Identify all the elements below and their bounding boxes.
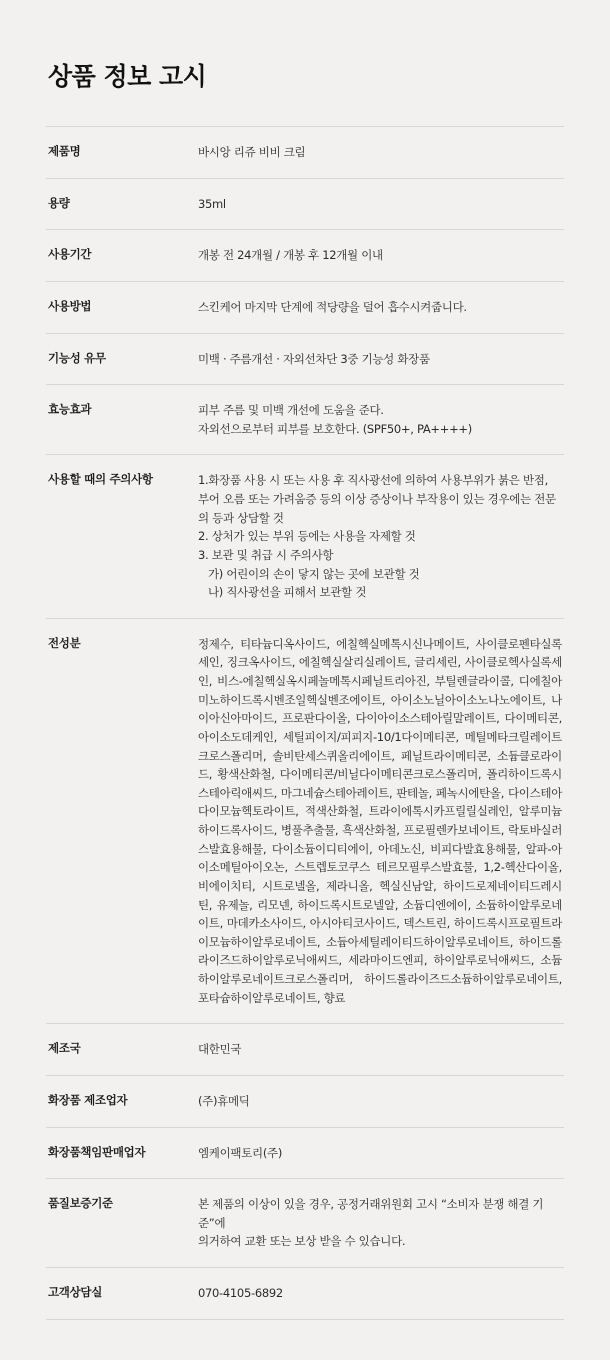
spec-value-ingredients: 정제수, 티타늄디옥사이드, 에칠헥실메톡시신나메이트, 사이클로펜타실록세인, 징크옥사이드, 에칠헥실살리실레이트, 글리세린, 사이클로헥사실록세인, 비스-에칠헥실옥시페놀메톡시페닐트리아진, 부틸렌글라이콜, 디에칠아미노하이드록시벤조일헥실벤조에이트, 아이소노닐아이소노나노에이트, 나이아신아마이드, 프로판다이올, 다이아이소스테아릴말레이트, 다이메티콘, 아이소도데케인, 세틸피이지/피피지-10/1다이메티콘, 메틸메타크릴레이트크로스폴리머, 솔비탄세스퀴올리에이트, 페닐트라이메티콘, 소듐클로라이드, 황색산화철, 다이메티콘/비닐다이메티콘크로스폴리머, 폴리하이드록시스테아릭애씨드, 마그네슘스테아레이트, 판테놀, 페녹시에탄올, 다이스테아다이모늄헥토라이트, 적색산화철, 트라이에톡시카프릴릴실레인, 알루미늄하이드록사이드, 병풀추출물, 흑색산화철, 프로필렌카보네이트, 락토바실러스발효용해물, 다이소듐이디티에이, 아데노신, 비피다발효용해물, 알파-아이소메틸아이오논, 스트렙토코쿠스 테르모필루스발효물, 1,2-헥산다이올, 비에이치티, 시트로넬올, 제라니올, 헥실신남알, 하이드로제네이티드레시틴, 유제놀, 리모넨, 하이드록시트로넬알, 소듐디엔에이, 소듐하이알루로네이트, 마데카소사이드, 아시아티코사이드, 덱스트린, 하이드록시프로필트라이모늄하이알루로네이트, 소듐아세틸레이티드하이알루로네이트, 하이드롤라이즈드하이알루로닉애씨드, 세라마이드엔피, 하이알루로닉애씨드, 소듐하이알루로네이트크로스폴리머, 하이드롤라이즈드소듐하이알루로네이트, 포타슘하이알루로네이트, 향료 — [198, 636, 562, 1005]
spec-label-volume: 용량 — [48, 195, 70, 210]
table-row — [46, 281, 564, 333]
spec-label-precautions: 사용할 때의 주의사항 — [48, 472, 153, 487]
spec-value-customer-service — [198, 1268, 564, 1320]
spec-value-how-to-use — [198, 281, 564, 333]
spec-label-country: 제조국 — [48, 1041, 81, 1056]
spec-label-seller: 화장품책임판매업자 — [48, 1144, 146, 1159]
spec-label-warranty: 품질보증기준 — [48, 1196, 113, 1211]
precaution-subitem: 가) 어린이의 손이 닿지 않는 곳에 보관할 것 — [208, 566, 420, 581]
precaution-item: 3. 보관 및 취급 시 주의사항 — [198, 547, 334, 562]
table-row — [46, 178, 564, 230]
spec-value-functional — [198, 333, 564, 385]
precaution-item: 1.화장품 사용 시 또는 사용 후 직사광선에 의하여 사용부위가 붉은 반점, 부어 오름 또는 가려움증 등의 이상 증상이나 부작용이 있는 경우에는 전문의 등과 상담할 것 — [198, 473, 556, 525]
spec-value-product-name — [198, 127, 564, 179]
spec-table-body — [46, 127, 564, 1320]
value-line: 개봉 전 24개월 / 개봉 후 12개월 이내 — [198, 248, 383, 263]
spec-value-volume — [198, 178, 564, 230]
product-spec-table — [46, 126, 564, 1320]
value-line: 피부 주름 및 미백 개선에 도움을 준다. — [198, 403, 384, 418]
spec-value-warranty — [198, 1179, 564, 1268]
table-row — [46, 230, 564, 282]
spec-value-precautions — [198, 455, 564, 618]
table-row — [46, 1127, 564, 1179]
value-line: 35ml — [198, 196, 226, 211]
spec-label-usage-period: 사용기간 — [48, 247, 92, 262]
value-line: 엠케이팩토리(주) — [198, 1145, 283, 1160]
table-row — [46, 455, 564, 618]
spec-label-how-to-use: 사용방법 — [48, 298, 92, 313]
spec-value-country — [198, 1024, 564, 1076]
value-line: 대한민국 — [198, 1042, 242, 1057]
spec-value-manufacturer — [198, 1075, 564, 1127]
precaution-item: 2. 상처가 있는 부위 등에는 사용을 자제할 것 — [198, 529, 416, 544]
table-row — [46, 1268, 564, 1320]
page-title: 상품 정보 고시 — [48, 62, 207, 91]
spec-label-manufacturer: 화장품 제조업자 — [48, 1092, 128, 1107]
value-line: 바시앙 리쥬 비비 크림 — [198, 145, 306, 159]
table-row — [46, 1075, 564, 1127]
table-row — [46, 1024, 564, 1076]
value-line: (주)휴메딕 — [198, 1093, 250, 1108]
value-line: 스킨케어 마지막 단계에 적당량을 덜어 흡수시켜줍니다. — [198, 299, 467, 314]
spec-value-seller — [198, 1127, 564, 1179]
value-line: 미백 · 주름개선 · 자외선차단 3중 기능성 화장품 — [198, 351, 430, 366]
spec-label-functional: 기능성 유무 — [48, 350, 106, 365]
precaution-subitem: 나) 직사광선을 피해서 보관할 것 — [208, 585, 367, 600]
value-line: 070-4105-6892 — [198, 1286, 283, 1300]
value-line: 자외선으로부터 피부를 보호한다. (SPF50+, PA++++) — [198, 421, 472, 436]
table-row — [46, 618, 564, 1024]
spec-value-usage-period — [198, 230, 564, 282]
spec-label-ingredients: 전성분 — [48, 635, 81, 650]
table-row — [46, 385, 564, 455]
table-row — [46, 127, 564, 179]
spec-label-efficacy: 효능효과 — [48, 402, 92, 417]
spec-label-product-name: 제품명 — [48, 144, 81, 158]
value-line: 의거하여 교환 또는 보상 받을 수 있습니다. — [198, 1234, 406, 1249]
table-row — [46, 333, 564, 385]
spec-value-efficacy — [198, 385, 564, 455]
value-line: 본 제품의 이상이 있을 경우, 공정거래위원회 고시 “소비자 분쟁 해결 기준”에 — [198, 1197, 544, 1230]
spec-label-customer-service: 고객상담실 — [48, 1285, 103, 1299]
table-row — [46, 1179, 564, 1268]
